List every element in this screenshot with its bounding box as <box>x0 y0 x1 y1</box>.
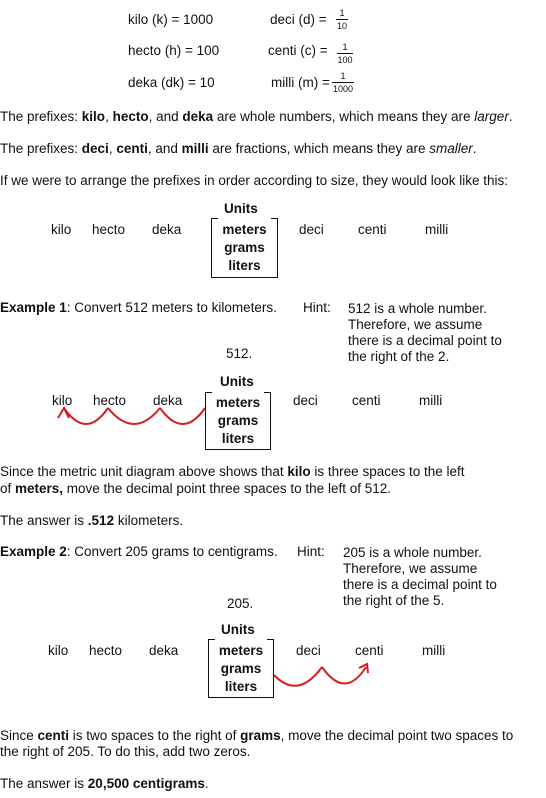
example2-prefix-kilo: kilo <box>48 643 69 658</box>
deci-fraction <box>336 8 348 31</box>
example1-prefix-deci: deci <box>293 393 318 408</box>
milli-denominator: 1000 <box>332 84 354 94</box>
example1-prefix-milli: milli <box>419 393 443 408</box>
prefix-deci: deci <box>299 222 324 237</box>
example1-explanation-line1: Since the metric unit diagram above shows that kilo is three spaces to the left <box>0 464 465 479</box>
example1-explanation-line2: of meters, move the decimal point three spaces to the left of 512. <box>0 481 391 496</box>
prefix-kilo: kilo <box>51 222 72 237</box>
example2-answer: The answer is 20,500 centigrams. <box>0 776 209 791</box>
centi-numerator: 1 <box>342 42 348 52</box>
example1-hop-arrow-2 <box>108 408 160 424</box>
hecto-conversion: hecto (h) = 100 <box>128 43 220 58</box>
example1-prefix-kilo: kilo <box>52 393 73 408</box>
example2-units-title: Units <box>221 622 255 637</box>
kilo-conversion: kilo (k) = 1000 <box>128 12 214 27</box>
example2-units-box <box>208 639 274 698</box>
centi-fraction <box>337 42 353 65</box>
example2-prefix-hecto: hecto <box>89 643 123 658</box>
prefix-hecto: hecto <box>92 222 126 237</box>
deci-denominator: 10 <box>336 21 347 31</box>
example1-hop-arrow-1 <box>160 408 205 424</box>
example2-prefix-centi: centi <box>355 643 384 658</box>
unit-grams: grams <box>224 240 265 255</box>
units-title: Units <box>224 201 258 216</box>
paragraph-larger-prefixes: The prefixes: kilo, hecto, and deka are whole numbers, which means they are larger. <box>0 109 513 124</box>
centi-denominator: 100 <box>337 55 353 65</box>
example2-prefix-deci: deci <box>296 643 321 658</box>
paragraph-arrange-prefixes: If we were to arrange the prefixes in order according to size, they would look like this: <box>0 173 509 188</box>
example1-hint: 512 is a whole number. Therefore, we assume there is a decimal point to the right of the 2. <box>348 301 502 364</box>
example2-hop-arrow-2 <box>322 667 366 684</box>
example1-arrowhead-icon <box>58 408 69 418</box>
units-box <box>211 218 278 278</box>
example1-prefix-centi: centi <box>352 393 381 408</box>
example2-hint: 205 is a whole number. Therefore, we assume there is a decimal point to the right of the 5. <box>343 545 497 608</box>
example2-explanation-line2: the right of 205. To do this, add two zeros. <box>0 744 251 759</box>
example2-number: 205. <box>227 596 254 611</box>
milli-numerator: 1 <box>340 71 346 81</box>
paragraph-smaller-prefixes: The prefixes: deci, centi, and milli are fractions, which means they are smaller. <box>0 141 477 156</box>
deci-conversion-label: deci (d) = <box>270 12 327 27</box>
example2-hop-arrow-1 <box>274 667 322 686</box>
unit-meters: meters <box>222 222 267 237</box>
centi-conversion-label: centi (c) = <box>268 43 328 58</box>
prefix-centi: centi <box>358 222 387 237</box>
example2-arrowhead-icon <box>359 664 368 673</box>
example1-units-box <box>205 392 271 450</box>
example2-heading: Example 2: Convert 205 grams to centigrams. <box>0 544 278 559</box>
deci-numerator: 1 <box>339 8 345 18</box>
example1-hint-label: Hint: <box>303 300 331 315</box>
example2-explanation-line1: Since centi is two spaces to the right of grams, move the decimal point two spaces to <box>0 728 514 743</box>
unit-grams: grams <box>220 661 262 676</box>
deka-conversion: deka (dk) = 10 <box>128 75 215 90</box>
unit-liters: liters <box>228 258 261 273</box>
milli-fraction <box>332 71 354 94</box>
example2-hint-label: Hint: <box>297 544 325 559</box>
example2-prefix-deka: deka <box>149 643 179 658</box>
example1-hop-arrow-3 <box>64 408 108 424</box>
unit-meters: meters <box>215 395 261 410</box>
unit-liters: liters <box>221 431 255 446</box>
example1-prefix-deka: deka <box>153 393 183 408</box>
example1-prefix-hecto: hecto <box>93 393 127 408</box>
example2-prefix-milli: milli <box>422 643 446 658</box>
example1-number: 512. <box>226 346 253 361</box>
milli-conversion-label: milli (m) = <box>271 75 330 90</box>
example1-heading: Example 1: Convert 512 meters to kilometers. <box>0 300 277 315</box>
example1-answer: The answer is .512 kilometers. <box>0 513 184 528</box>
prefix-deka: deka <box>152 222 182 237</box>
unit-liters: liters <box>224 679 258 694</box>
unit-meters: meters <box>218 643 264 658</box>
prefix-milli: milli <box>425 222 449 237</box>
unit-grams: grams <box>217 413 259 428</box>
example1-units-title: Units <box>220 374 254 389</box>
